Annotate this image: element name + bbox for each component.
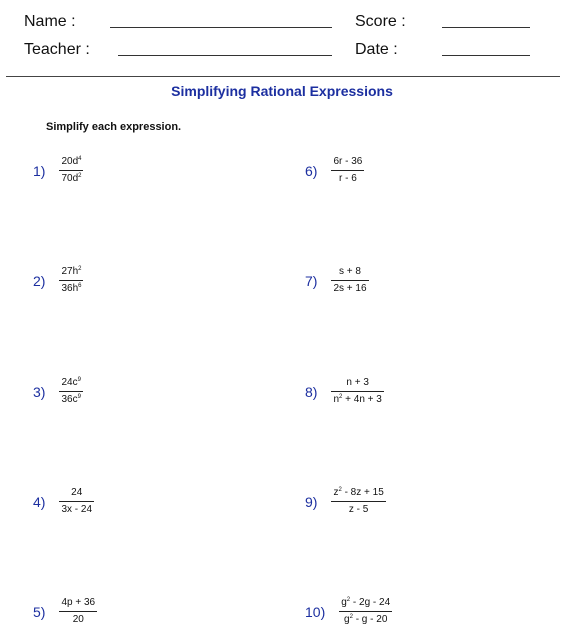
- problem-item: [305, 487, 386, 516]
- score-label: Score :: [355, 13, 406, 30]
- numerator: [337, 266, 363, 280]
- denominator: [71, 612, 86, 626]
- problem-item: [33, 487, 94, 516]
- date-field[interactable]: [442, 55, 530, 56]
- teacher-field[interactable]: [118, 55, 332, 56]
- term-text: 36c: [61, 394, 78, 405]
- denominator: [59, 171, 83, 185]
- problem-item: [305, 156, 364, 185]
- denominator: [347, 502, 370, 516]
- exponent: 2: [78, 173, 82, 179]
- term-text: 24: [71, 487, 83, 498]
- fraction: [331, 377, 383, 406]
- numerator: [331, 156, 364, 170]
- exponent: 4: [78, 156, 82, 162]
- fraction: [339, 597, 392, 626]
- term-text: 2s + 16: [333, 283, 367, 294]
- problem-number: 2): [33, 272, 46, 289]
- term-text: 27h: [61, 266, 79, 277]
- exponent: 2: [349, 614, 353, 620]
- fraction: [59, 156, 83, 185]
- name-label: Name :: [24, 13, 76, 30]
- term-text: 36h: [61, 283, 79, 294]
- term-text: n + 3: [346, 377, 369, 388]
- term-text: 70d: [61, 173, 79, 184]
- exponent: 2: [346, 597, 351, 603]
- exponent: 9: [77, 377, 81, 383]
- name-field[interactable]: [110, 27, 332, 28]
- worksheet-title: Simplifying Rational Expressions: [171, 83, 393, 99]
- denominator: [331, 281, 368, 295]
- term-text: + 4n + 3: [342, 394, 382, 405]
- term-text: - 8z + 15: [341, 487, 384, 498]
- header-divider: [6, 76, 560, 77]
- problem-number: 8): [305, 383, 318, 400]
- term-text: r - 6: [339, 173, 357, 184]
- denominator: [59, 392, 82, 406]
- numerator: [344, 377, 371, 391]
- problem-number: 10): [305, 603, 326, 620]
- numerator: [59, 156, 83, 170]
- term-text: 20d: [61, 156, 79, 167]
- exponent: 2: [339, 394, 343, 400]
- denominator: [59, 502, 94, 516]
- fraction: [331, 487, 385, 516]
- numerator: [59, 377, 82, 391]
- term-text: z: [333, 487, 339, 498]
- problem-number: 4): [33, 493, 46, 510]
- term-text: - g - 20: [352, 614, 388, 625]
- problem-item: [33, 156, 83, 185]
- numerator: [59, 266, 83, 280]
- fraction: [331, 266, 368, 295]
- date-label: Date :: [355, 41, 398, 58]
- term-text: 6r - 36: [333, 156, 363, 167]
- term-text: g: [341, 597, 347, 608]
- numerator: [339, 597, 392, 611]
- problem-item: [33, 266, 83, 295]
- denominator: [337, 171, 359, 185]
- numerator: [331, 487, 385, 501]
- numerator: [69, 487, 84, 501]
- denominator: [331, 392, 383, 406]
- problem-number: 9): [305, 493, 318, 510]
- exponent: 2: [338, 487, 342, 493]
- problem-number: 7): [305, 272, 318, 289]
- score-field[interactable]: [442, 27, 530, 28]
- term-text: 4p + 36: [61, 597, 96, 608]
- fraction: [331, 156, 364, 185]
- term-text: s + 8: [339, 266, 361, 277]
- exponent: 2: [78, 266, 82, 272]
- exponent: 6: [78, 283, 82, 289]
- term-text: 24c: [61, 377, 78, 388]
- problem-item: [33, 377, 83, 406]
- denominator: [342, 612, 389, 626]
- problem-item: [305, 266, 369, 295]
- term-text: z - 5: [348, 504, 369, 515]
- fraction: [59, 266, 83, 295]
- problem-item: [33, 597, 97, 626]
- problem-number: 5): [33, 603, 46, 620]
- problem-number: 3): [33, 383, 46, 400]
- term-text: 3x - 24: [61, 504, 93, 515]
- term-text: - 2g - 24: [350, 597, 391, 608]
- exponent: 9: [77, 394, 81, 400]
- instructions: Simplify each expression.: [46, 121, 182, 133]
- fraction: [59, 487, 94, 516]
- numerator: [59, 597, 97, 611]
- problem-number: 6): [305, 162, 318, 179]
- problem-item: [305, 597, 392, 626]
- problem-item: [305, 377, 384, 406]
- teacher-label: Teacher :: [24, 41, 90, 58]
- term-text: g: [344, 614, 350, 625]
- fraction: [59, 377, 82, 406]
- problem-number: 1): [33, 162, 46, 179]
- term-text: 20: [72, 614, 84, 625]
- denominator: [59, 281, 83, 295]
- fraction: [59, 597, 97, 626]
- term-text: n: [333, 394, 340, 405]
